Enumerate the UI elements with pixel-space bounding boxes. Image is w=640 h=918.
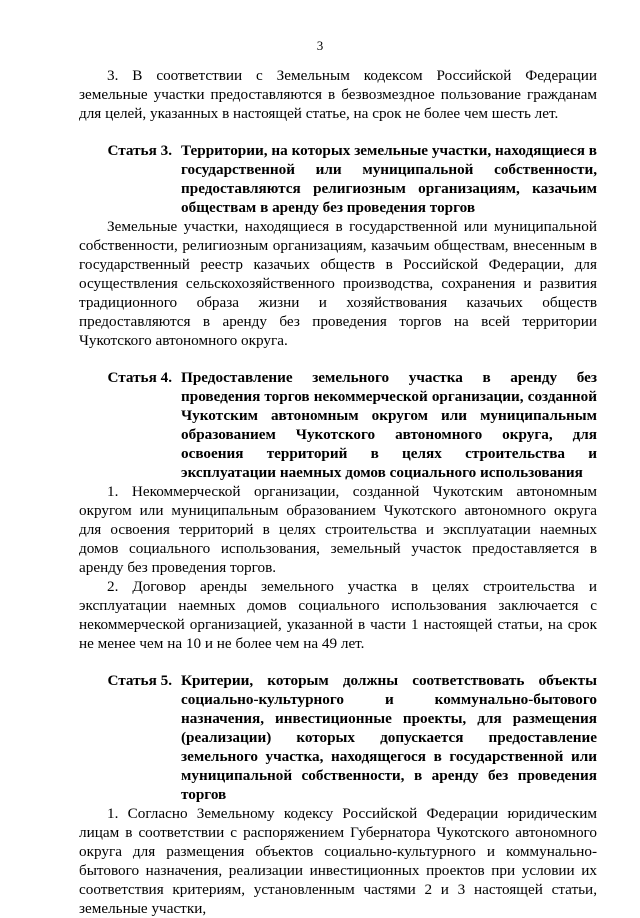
document-body: [79, 66, 597, 918]
article-5-heading: [79, 671, 597, 804]
intro-paragraph: 3. В соответствии с Земельным кодексом Российской Федерации земельные участки предоставляются в безвозмездное пользование гражданам для целей, указанных в настоящей статье, на срок не более чем шесть лет.: [79, 67, 597, 122]
article-5-label: Статья 5.: [107, 672, 172, 689]
article-5-title: Критерии, которым должны соответствовать объекты социально-культурного и коммунально-бытового назначения, инвестиционные проекты, для размещения (реализации) которых допускается предоставление земельного участка, находящегося в государственной или муниципальной собственности, в аренду без проведения торгов: [181, 672, 597, 803]
article-4-heading: [79, 368, 597, 482]
article-3-label: Статья 3.: [107, 142, 172, 159]
page-number: 3: [316, 38, 324, 53]
article-5-paragraph-1: 1. Согласно Земельному кодексу Российской Федерации юридическим лицам в соответствии с распоряжением Губернатора Чукотского автономного округа для размещения объектов социально-культурного и коммунально-бытового назначения, реализации инвестиционных проектов при условии их соответствия критериям, установленным частями 2 и 3 настоящей статьи, земельные участки,: [79, 805, 597, 917]
article-3-title: Территории, на которых земельные участки, находящиеся в государственной или муниципальной собственности, предоставляются религиозным организациям, казачьим обществам в аренду без проведения торгов: [181, 142, 597, 216]
article-3-paragraph-1: Земельные участки, находящиеся в государственной или муниципальной собственности, религиозным организациям, казачьим обществам, внесенным в государственный реестр казачьих обществ в Российской Федерации, для осуществления сельскохозяйственного производства, сохранения и развития традиционного образа жизни и хозяйствования казачьих обществ предоставляются в аренду без проведения торгов на всей территории Чукотского автономного округа.: [79, 218, 597, 349]
article-4-paragraph-2: 2. Договор аренды земельного участка в целях строительства и эксплуатации наемных домов социального использования заключается с некоммерческой организацией, указанной в части 1 настоящей статьи, на срок не менее чем на 10 и не более чем на 49 лет.: [79, 578, 597, 652]
article-4-label: Статья 4.: [107, 369, 172, 386]
article-4-paragraph-1: 1. Некоммерческой организации, созданной Чукотским автономным округом или муниципальным образованием Чукотского автономного округа для освоения территорий в целях строительства и эксплуатации наемных домов социального использования, земельный участок предоставляется в аренду без проведения торгов.: [79, 483, 597, 576]
article-3-heading: [79, 141, 597, 217]
article-4-title: Предоставление земельного участка в аренду без проведения торгов некоммерческой организации, созданной Чукотским автономным округом или муниципальным образованием Чукотского автономного округа, для освоения территорий в целях строительства и эксплуатации наемных домов социального использования: [181, 369, 597, 481]
